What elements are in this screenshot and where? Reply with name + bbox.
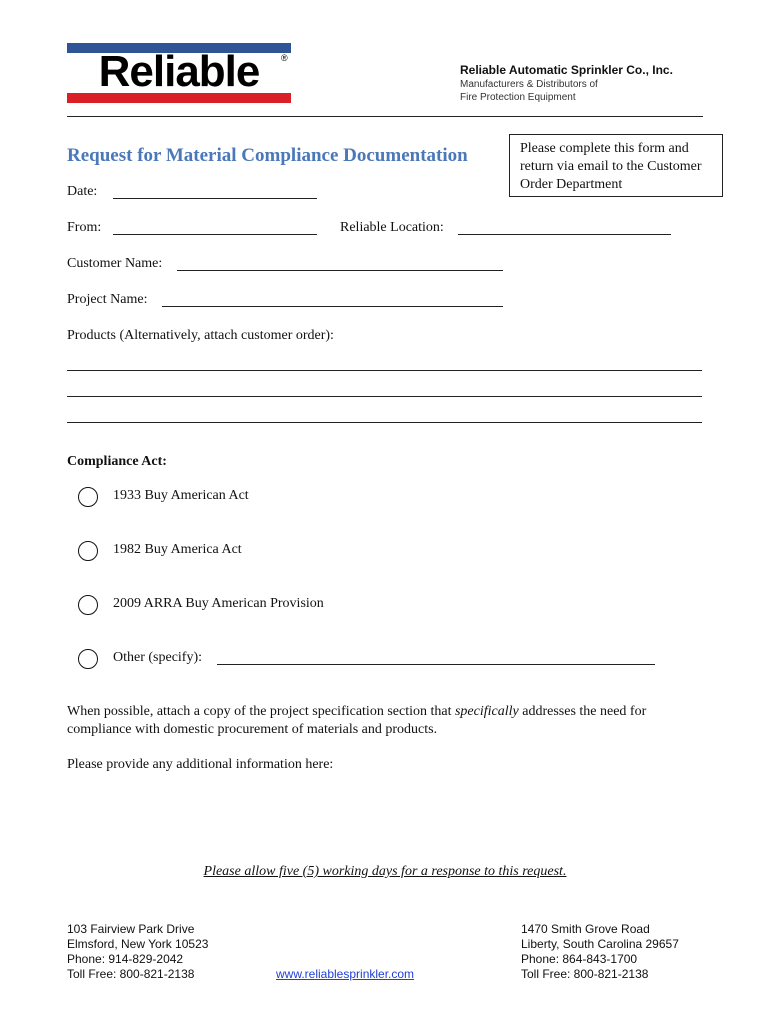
footer-left-line-3: Phone: 914-829-2042 (67, 952, 184, 966)
attach-instructions (67, 703, 707, 739)
footer-left-line-2: Elmsford, New York 10523 (67, 937, 209, 951)
attach-text-1: When possible, attach a copy of the project specification section that (67, 704, 455, 719)
radio-2009-arra[interactable] (78, 595, 98, 615)
radio-1982-buy-america[interactable] (78, 541, 98, 561)
products-label: Products (Alternatively, attach customer order): (67, 328, 334, 343)
footer-left-line-4: Toll Free: 800-821-2138 (67, 967, 195, 981)
option-1982-label: 1982 Buy America Act (113, 542, 242, 557)
products-line-1[interactable] (67, 370, 702, 371)
instruction-box (509, 134, 723, 197)
compliance-heading: Compliance Act: (67, 454, 167, 469)
products-line-2[interactable] (67, 396, 702, 397)
website-link[interactable]: www.reliablesprinkler.com (276, 967, 415, 981)
option-other-label: Other (specify): (113, 650, 203, 665)
attach-text-2: addresses the need for (518, 704, 647, 719)
footer-right-line-1: 1470 Smith Grove Road (521, 922, 650, 936)
date-field[interactable] (113, 198, 317, 199)
other-specify-field[interactable] (217, 664, 655, 665)
products-line-3[interactable] (67, 422, 702, 423)
footer-left-address (67, 922, 208, 982)
radio-other[interactable] (78, 649, 98, 669)
option-1933-label: 1933 Buy American Act (113, 488, 249, 503)
project-name-field[interactable] (162, 306, 503, 307)
option-2009-label: 2009 ARRA Buy American Provision (113, 596, 324, 611)
date-label: Date: (67, 184, 98, 199)
project-name-label: Project Name: (67, 292, 148, 307)
instruction-line-1: Please complete this form and (520, 141, 689, 156)
footer-right-line-4: Toll Free: 800-821-2138 (521, 967, 649, 981)
additional-info-label: Please provide any additional information here: (67, 757, 334, 772)
additional-info-area[interactable] (67, 778, 703, 848)
company-tagline-2: Fire Protection Equipment (460, 92, 576, 103)
location-label: Reliable Location: (340, 220, 444, 235)
registered-mark: ® (281, 53, 288, 63)
from-field[interactable] (113, 234, 317, 235)
instruction-line-2: return via email to the Customer (520, 159, 702, 174)
from-label: From: (67, 220, 102, 235)
location-field[interactable] (458, 234, 671, 235)
instruction-line-3: Order Department (520, 177, 623, 192)
footer-right-address (521, 922, 679, 982)
form-title: Request for Material Compliance Documentation (67, 145, 468, 166)
company-tagline-1: Manufacturers & Distributors of (460, 79, 598, 90)
attach-text-3: compliance with domestic procurement of materials and products. (67, 722, 438, 737)
radio-1933-buy-american[interactable] (78, 487, 98, 507)
footer-right-line-2: Liberty, South Carolina 29657 (521, 937, 679, 951)
company-logo (67, 43, 291, 103)
response-time-note: Please allow five (5) working days for a response to this request. (203, 864, 567, 879)
customer-name-label: Customer Name: (67, 256, 163, 271)
logo-wordmark: Reliable (98, 47, 260, 96)
company-name: Reliable Automatic Sprinkler Co., Inc. (460, 63, 673, 77)
footer-right-line-3: Phone: 864-843-1700 (521, 952, 638, 966)
footer-left-line-1: 103 Fairview Park Drive (67, 922, 195, 936)
header-rule (67, 116, 703, 117)
customer-name-field[interactable] (177, 270, 503, 271)
attach-emphasis: specifically (454, 704, 519, 719)
